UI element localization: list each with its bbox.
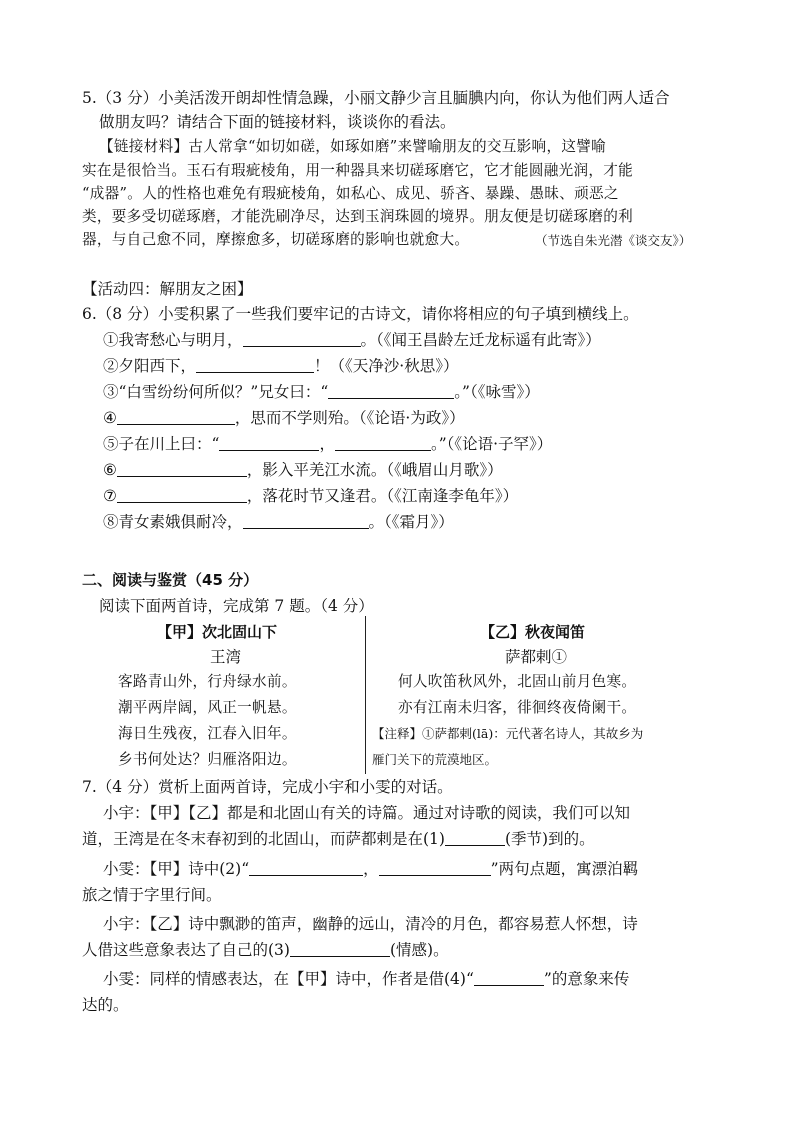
q6-item-8-pre: ⑧青女素娥俱耐冷， [103, 513, 243, 531]
q7-blank-3[interactable] [290, 942, 390, 957]
q6-item-5-blank-a[interactable] [219, 436, 319, 451]
q6-item-7-post: ，落花时节又逢君。（《江南逢李龟年》） [246, 487, 519, 505]
q7-stem: 7.（4 分）赏析上面两首诗，完成小宇和小雯的对话。 [82, 778, 453, 796]
q6-item-3-post: 。”（《咏雪》） [454, 383, 540, 401]
q6-item-2-pre: ②夕阳西下， [103, 357, 197, 375]
q5-material-line1: 【链接材料】古人常拿“如切如磋，如琢如磨”来譬喻朋友的交互影响，这譬喻 [99, 138, 607, 155]
poem-b-author: 萨都剌① [505, 648, 568, 666]
q7-p3-line1: 小宇：【乙】诗中飘渺的笛声，幽静的远山，清冷的月色，都容易惹人怀想，诗 [103, 915, 638, 933]
poem-a-line1: 客路青山外，行舟绿水前。 [118, 673, 297, 690]
q7-blank-2a[interactable] [249, 861, 363, 876]
q7-p3-line2 [82, 940, 449, 960]
q5-stem-line1: 5.（3 分）小美活泼开朗却性情急躁，小丽文静少言且腼腆内向，你认为他们两人适合 [82, 89, 670, 107]
q7-blank-2b[interactable] [379, 861, 491, 876]
q5-material-line5: 器，与自己愈不同，摩擦愈多，切磋琢磨的影响也就愈大。 [82, 231, 470, 248]
q6-item-2-blank[interactable] [196, 358, 314, 373]
q6-item-2-post: ！（《天净沙·秋思》） [314, 357, 459, 375]
poem-a-title: 【甲】次北固山下 [157, 623, 278, 641]
q6-item-8-blank[interactable] [243, 514, 369, 529]
activity4-title: 【活动四：解朋友之困】 [82, 280, 253, 298]
q7-p1-line2-post: (季节)到的。 [504, 830, 595, 848]
q6-item-5-post: 。”（《论语·子罕》） [430, 435, 553, 453]
poem-b-title: 【乙】秋夜闻笛 [480, 623, 586, 641]
q7-p3-line2-post: (情感)。 [389, 941, 449, 959]
q6-item-1-pre: ①我寄愁心与明月， [103, 331, 243, 349]
q7-p1-line2-pre: 道，王湾是在冬末春初到的北固山，而萨都剌是在(1) [82, 830, 445, 848]
q6-item-2 [103, 356, 458, 376]
poem-a-author: 王湾 [210, 648, 242, 666]
q7-p4-line2: 达的。 [82, 996, 129, 1014]
q7-p2-line1 [103, 859, 638, 879]
section2-title: 二、阅读与鉴赏（45 分） [82, 571, 259, 589]
q6-item-6-pre: ⑥ [103, 461, 117, 479]
q7-p2-line2: 旅之情于字里行间。 [82, 886, 222, 904]
q7-blank-4[interactable] [474, 971, 544, 986]
q5-material-line4: 类，要多受切磋琢磨，才能洗刷净尽，达到玉润珠圆的境界。朋友便是切磋琢磨的利 [82, 208, 634, 225]
q5-stem-line2: 做朋友吗？请结合下面的链接材料，谈谈你的看法。 [99, 113, 456, 131]
q5-material-line2: 实在是很恰当。玉石有瑕疵棱角，用一种器具来切磋琢磨它，它才能圆融光润，才能 [82, 162, 634, 179]
q6-item-3-pre: ③“白雪纷纷何所似？”兄女曰：“ [103, 383, 329, 401]
q7-p1-line1: 小宇：【甲】【乙】都是和北固山有关的诗篇。通过对诗歌的阅读，我们可以知 [103, 804, 631, 822]
q5-source: （节选自朱光潜《谈交友》） [535, 233, 692, 248]
poem-a-line4: 乡书何处达？归雁洛阳边。 [118, 751, 297, 768]
q6-item-5 [103, 434, 552, 454]
q6-item-3-blank[interactable] [328, 384, 454, 399]
q6-item-6-post: ，影入平羌江水流。（《峨眉山月歌》） [246, 461, 503, 479]
poem-b-note-line2: 雁门关下的荒漠地区。 [372, 752, 498, 767]
q6-item-1-blank[interactable] [243, 332, 361, 347]
q7-p4-line1-pre: 小雯：同样的情感表达，在【甲】诗中，作者是借(4)“ [103, 970, 474, 988]
poem-a-line2: 潮平两岸阔，风正一帆悬。 [118, 699, 297, 716]
q6-item-1 [103, 330, 601, 350]
section2-instruction: 阅读下面两首诗，完成第 7 题。（4 分） [99, 597, 374, 615]
q6-item-7 [103, 486, 518, 506]
q6-item-4-blank[interactable] [117, 410, 235, 425]
q6-item-6-blank[interactable] [117, 462, 247, 477]
q7-p4-line1-post: ”的意象来传 [543, 970, 630, 988]
q6-item-5-pre: ⑤子在川上曰：“ [103, 435, 220, 453]
q6-item-6 [103, 460, 503, 480]
q6-item-7-pre: ⑦ [103, 487, 117, 505]
q7-p2-line1-post: ”两句点题，寓漂泊羁 [490, 860, 639, 878]
q7-p2-line1-pre: 小雯：【甲】诗中(2)“ [103, 860, 250, 878]
poem-b-note-line1: 【注释】①萨都剌(lā)：元代著名诗人，其故乡为 [372, 726, 644, 741]
q7-p2-line1-mid: ， [363, 860, 379, 878]
q6-item-5-mid: ， [319, 435, 335, 453]
q6-item-4-pre: ④ [103, 409, 117, 427]
q6-item-1-post: 。（《闻王昌龄左迁龙标遥有此寄》） [360, 331, 601, 349]
q6-item-4-post: ，思而不学则殆。（《论语·为政》） [234, 409, 465, 427]
q6-item-8 [103, 512, 454, 532]
q5-material-line3: “成器”。人的性格也难免有瑕疵棱角，如私心、成见、骄吝、暴躁、愚昧、顽恶之 [82, 185, 619, 202]
poem-b-line1: 何人吹笛秋风外，北固山前月色寒。 [398, 673, 637, 690]
q6-item-8-post: 。（《霜月》） [368, 513, 454, 531]
q6-item-7-blank[interactable] [117, 488, 247, 503]
q7-p4-line1 [103, 969, 629, 989]
q7-p1-line2 [82, 829, 595, 849]
poem-b-line2: 亦有江南未归客，徘徊终夜倚阑干。 [398, 699, 637, 716]
poem-a-line3: 海日生残夜，江春入旧年。 [118, 725, 297, 742]
q7-p3-line2-pre: 人借这些意象表达了自己的(3) [82, 941, 290, 959]
q6-item-4 [103, 408, 465, 428]
poem-divider [365, 616, 366, 774]
q6-item-3 [103, 382, 540, 402]
q6-item-5-blank-b[interactable] [335, 436, 431, 451]
q6-stem: 6.（8 分）小雯积累了一些我们要牢记的古诗文，请你将相应的句子填到横线上。 [82, 305, 639, 323]
q7-blank-1[interactable] [445, 831, 505, 846]
